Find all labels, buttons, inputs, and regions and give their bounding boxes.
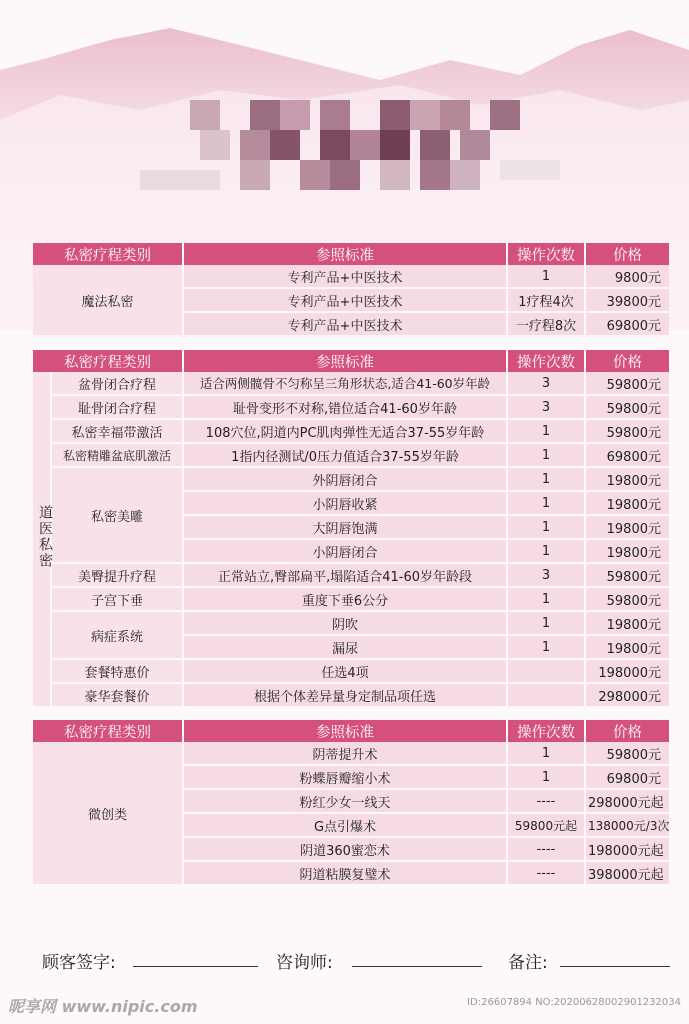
price-cell: 19800元: [585, 611, 669, 635]
times-cell: 1: [507, 419, 585, 443]
header-price: 价格: [585, 720, 669, 742]
times-cell: 3: [507, 563, 585, 587]
price-table-1: [33, 243, 669, 337]
times-cell: 1: [507, 443, 585, 467]
watermark: 昵享网 www.nipic.com: [8, 997, 198, 1016]
standard-cell: 阴蒂提升术: [183, 742, 507, 765]
price-cell: 59800元: [585, 742, 669, 765]
consultant-label: 咨询师:: [276, 953, 333, 973]
times-cell: 1疗程4次: [507, 288, 585, 312]
standard-cell: 108穴位,阴道内PC肌肉弹性无适合37-55岁年龄: [183, 419, 507, 443]
price-cell: 9800元: [585, 265, 669, 288]
standard-cell: 粉红少女一线天: [183, 789, 507, 813]
image-id: ID:26607894 NO:20200628002901232034: [467, 997, 681, 1008]
header-price: 价格: [585, 350, 669, 372]
times-cell: 1: [507, 265, 585, 288]
category-cell: 美臀提升疗程: [51, 563, 183, 587]
price-table-2: [33, 350, 669, 708]
header-standard: 参照标准: [183, 243, 507, 265]
standard-cell: 阴吹: [183, 611, 507, 635]
table-header: [33, 243, 669, 265]
category-cell: 私密美雕: [51, 467, 183, 563]
times-cell: ----: [507, 789, 585, 813]
price-cell: 138000元/3次: [585, 813, 669, 837]
times-cell: 1: [507, 491, 585, 515]
table-header: [33, 350, 669, 372]
times-cell: [507, 659, 585, 683]
note-label: 备注:: [508, 953, 548, 973]
price-cell: 198000元: [585, 659, 669, 683]
consultant-line: [352, 966, 482, 967]
table-row: [33, 372, 669, 395]
category-cell: 私密精雕盆底肌激活: [51, 443, 183, 467]
times-cell: 1: [507, 611, 585, 635]
price-cell: 69800元: [585, 312, 669, 336]
price-table-3: [33, 720, 669, 886]
times-cell: 3: [507, 395, 585, 419]
header-times: 操作次数: [507, 720, 585, 742]
category-cell: 微创类: [33, 742, 183, 885]
header-times: 操作次数: [507, 243, 585, 265]
table-row: [33, 683, 669, 707]
price-cell: 19800元: [585, 539, 669, 563]
standard-cell: 任选4项: [183, 659, 507, 683]
times-cell: 1: [507, 765, 585, 789]
category-cell: 魔法私密: [33, 265, 183, 336]
price-cell: 69800元: [585, 443, 669, 467]
times-cell: 1: [507, 515, 585, 539]
category-cell: 套餐特惠价: [51, 659, 183, 683]
standard-cell: 1指内径测试/0压力值适合37-55岁年龄: [183, 443, 507, 467]
standard-cell: 正常站立,臀部扁平,塌陷适合41-60岁年龄段: [183, 563, 507, 587]
table-row: [33, 395, 669, 419]
category-cell: 豪华套餐价: [51, 683, 183, 707]
category-cell: 盆骨闭合疗程: [51, 372, 183, 395]
price-cell: 198000元起: [585, 837, 669, 861]
standard-cell: 粉蝶唇瓣缩小术: [183, 765, 507, 789]
table-row: [33, 742, 669, 765]
price-cell: 298000元起: [585, 789, 669, 813]
table-row: [33, 659, 669, 683]
price-cell: 398000元起: [585, 861, 669, 885]
header-standard: 参照标准: [183, 720, 507, 742]
price-cell: 39800元: [585, 288, 669, 312]
times-cell: ----: [507, 837, 585, 861]
category-cell: 私密幸福带激活: [51, 419, 183, 443]
table-row: [33, 563, 669, 587]
standard-cell: 重度下垂6公分: [183, 587, 507, 611]
price-cell: 59800元: [585, 419, 669, 443]
price-cell: 19800元: [585, 635, 669, 659]
category-cell: 耻骨闭合疗程: [51, 395, 183, 419]
table-row: [33, 467, 669, 491]
times-cell: 1: [507, 635, 585, 659]
price-cell: 59800元: [585, 395, 669, 419]
table-row: [33, 443, 669, 467]
times-cell: 1: [507, 467, 585, 491]
times-cell: 一疗程8次: [507, 312, 585, 336]
times-cell: ----: [507, 861, 585, 885]
standard-cell: 阴道360蜜恋术: [183, 837, 507, 861]
standard-cell: 外阴唇闭合: [183, 467, 507, 491]
price-cell: 59800元: [585, 587, 669, 611]
standard-cell: 根据个体差异量身定制品项任选: [183, 683, 507, 707]
note-line: [560, 966, 670, 967]
price-cell: 59800元: [585, 563, 669, 587]
category-cell: 子宫下垂: [51, 587, 183, 611]
standard-cell: 专利产品+中医技术: [183, 265, 507, 288]
table-header: [33, 720, 669, 742]
header-standard: 参照标准: [183, 350, 507, 372]
standard-cell: 耻骨变形不对称,错位适合41-60岁年龄: [183, 395, 507, 419]
header-category: 私密疗程类别: [33, 720, 183, 742]
standard-cell: 专利产品+中医技术: [183, 288, 507, 312]
times-cell: 1: [507, 587, 585, 611]
standard-cell: 漏尿: [183, 635, 507, 659]
price-cell: 19800元: [585, 467, 669, 491]
header-price: 价格: [585, 243, 669, 265]
customer-signature-label: 顾客签字:: [42, 953, 116, 973]
standard-cell: 适合两侧髋骨不匀称呈三角形状态,适合41-60岁年龄: [183, 372, 507, 395]
standard-cell: 小阴唇闭合: [183, 539, 507, 563]
standard-cell: 专利产品+中医技术: [183, 312, 507, 336]
standard-cell: 阴道粘膜复璧术: [183, 861, 507, 885]
category-cell: 病症系统: [51, 611, 183, 659]
header-category: 私密疗程类别: [33, 350, 183, 372]
times-cell: 3: [507, 372, 585, 395]
standard-cell: G点引爆术: [183, 813, 507, 837]
table-row: [33, 265, 669, 288]
pixelated-title: [140, 100, 560, 200]
times-cell: 1: [507, 742, 585, 765]
price-cell: 19800元: [585, 515, 669, 539]
table-row: [33, 419, 669, 443]
table-row: [33, 611, 669, 635]
header-times: 操作次数: [507, 350, 585, 372]
price-cell: 69800元: [585, 765, 669, 789]
price-cell: 298000元: [585, 683, 669, 707]
standard-cell: 小阴唇收紧: [183, 491, 507, 515]
header-category: 私密疗程类别: [33, 243, 183, 265]
price-cell: 59800元: [585, 372, 669, 395]
standard-cell: 大阴唇饱满: [183, 515, 507, 539]
price-cell: 19800元: [585, 491, 669, 515]
side-label: [33, 372, 51, 707]
times-cell: [507, 683, 585, 707]
times-cell: 59800元起: [507, 813, 585, 837]
side-label-text: 道医私密: [37, 505, 53, 569]
customer-signature-line: [133, 966, 258, 967]
table-row: [33, 587, 669, 611]
times-cell: 1: [507, 539, 585, 563]
